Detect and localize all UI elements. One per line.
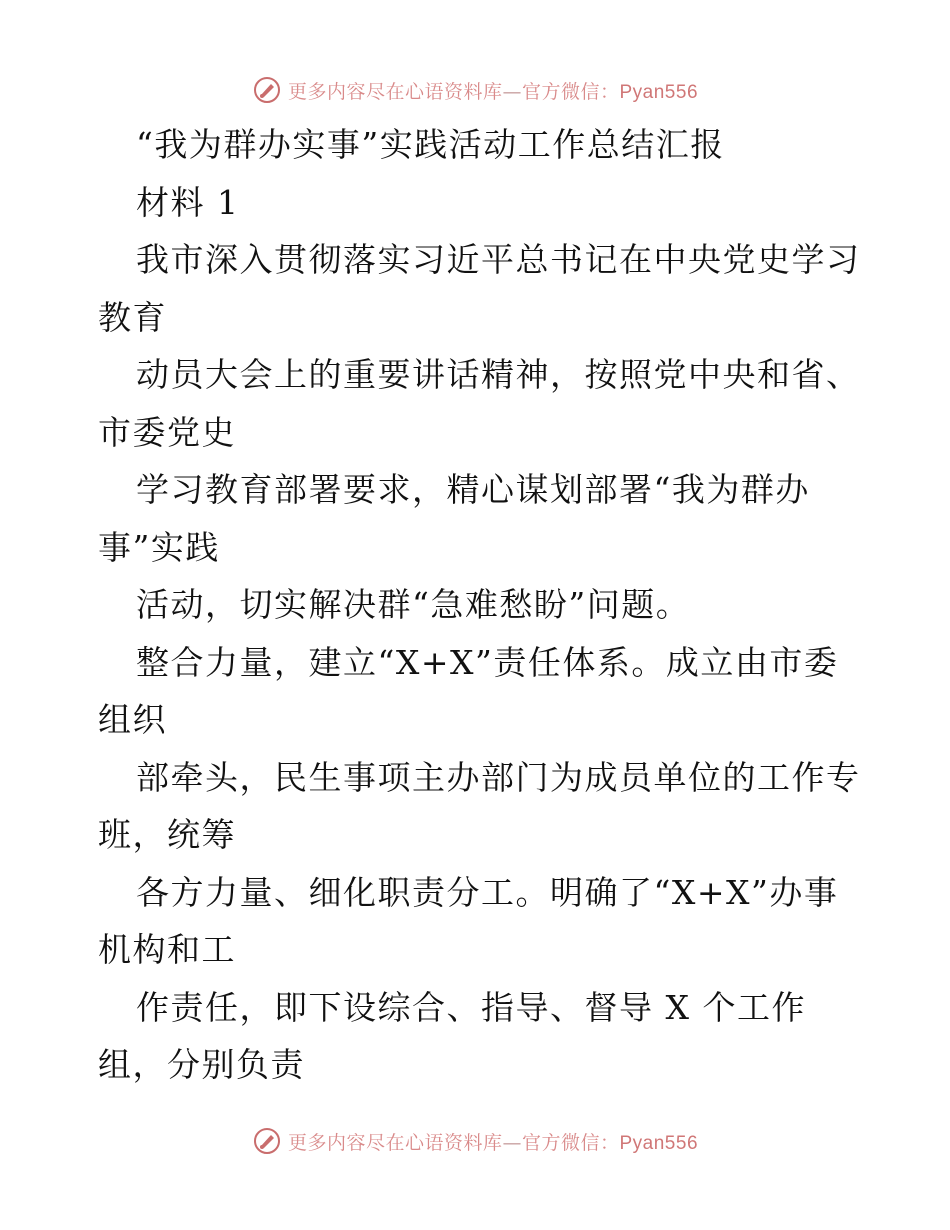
paragraph-line: 市委党史: [98, 412, 236, 452]
paragraph-line: 组织: [98, 700, 167, 739]
watermark-official-text: 官方微信：: [521, 80, 620, 103]
watermark-id: Pyan556: [619, 1132, 699, 1154]
paragraph-line: 学习教育部署要求，精心谋划部署“我为群办: [136, 470, 810, 509]
watermark-id: Pyan556: [619, 81, 699, 103]
paragraph-line: 班，统筹: [98, 815, 236, 854]
paragraph-line: 整合力量，建立“X+X”责任体系。成立由市委: [136, 642, 839, 682]
footer-watermark: [0, 1121, 950, 1161]
paragraph-line: 机构和工: [98, 930, 236, 969]
document-body: [98, 116, 861, 1094]
header-watermark: [0, 70, 950, 110]
paragraph-line: 部牵头，民生事项主办部门为成员单位的工作专: [136, 757, 861, 797]
watermark-official-text: 官方微信：: [521, 1131, 620, 1154]
paragraph-line: 活动，切实解决群“急难愁盼”问题。: [136, 585, 691, 624]
paragraph-line: 作责任，即下设综合、指导、督导 X 个工作: [136, 987, 806, 1027]
watermark-dash: —: [502, 80, 522, 103]
watermark-main-text: 更多内容尽在心语资料库: [287, 80, 503, 103]
paragraph-line: 教育: [98, 297, 167, 337]
paragraph-line: 事”实践: [98, 527, 220, 567]
watermark-logo-icon: [252, 75, 282, 105]
document-title: “我为群办实事”实践活动工作总结汇报: [136, 125, 725, 164]
paragraph-line: 我市深入贯彻落实习近平总书记在中央党史学习: [136, 240, 861, 279]
paragraph-line: 材料 1: [136, 182, 240, 222]
watermark-dash: —: [502, 1131, 522, 1154]
watermark-main-text: 更多内容尽在心语资料库: [287, 1131, 503, 1154]
watermark-logo-icon: [252, 1126, 282, 1156]
paragraph-line: 各方力量、细化职责分工。明确了“X+X”办事: [136, 872, 839, 912]
paragraph-line: 动员大会上的重要讲话精神，按照党中央和省、: [136, 355, 861, 394]
paragraph-line: 组，分别负责: [98, 1045, 305, 1084]
